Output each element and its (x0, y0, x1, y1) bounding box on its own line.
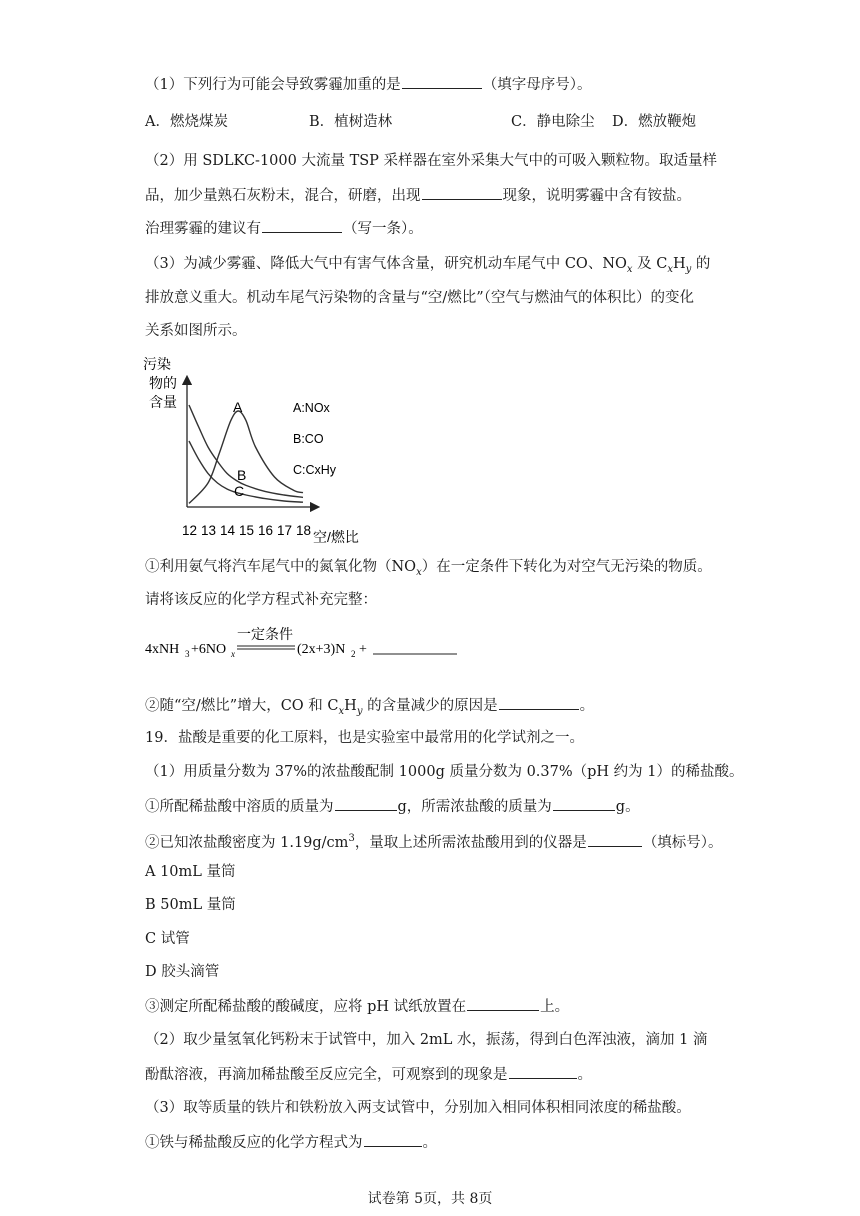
q19-part3: （3）取等质量的铁片和铁粉放入两支试管中，分别加入相同体积相同浓度的稀盐酸。 (145, 1100, 691, 1116)
option-d: D．燃放鞭炮 (612, 114, 697, 130)
option-a: A．燃烧煤炭 (145, 114, 228, 130)
q19-sub2: ②已知浓盐酸密度为 $1.19g/cm^3$，量取上述所需浓盐酸用到的仪器是 （填标号）。 (145, 833, 723, 851)
page-footer: 试卷第 5页，共 8页 (367, 1191, 493, 1207)
q19-part2-line1: （2）取少量氢氧化钙粉末于试管中，加入 2mL 水，振荡，得到白色浑浊液，滴加 1 滴 (145, 1032, 708, 1048)
option-b: B．植树造林 (309, 114, 393, 130)
q18-part3-line2: 排放意义重大。机动车尾气污染物的含量与“空/燃比”（空气与燃油气的体积比）的变化 (145, 290, 694, 306)
equation-plus: + (359, 642, 367, 657)
x-tick-label: 16 (258, 523, 274, 538)
q18-part3-line1: （3）为减少雾霾、降低大气中有害气体含量，研究机动车尾气中 CO、$NO_x$ 及 $C_xH_y$ 的 (145, 256, 711, 275)
equation-rhs: (2x+3)N (297, 642, 346, 657)
equation-condition: 一定条件 (237, 628, 293, 643)
q19-part2-line2: 酚酞溶液，再滴加稀盐酸至反应完全，可观察到的现象是 。 (145, 1064, 592, 1085)
equation-sub-2: 2 (351, 649, 356, 659)
answer-blank[interactable] (467, 996, 539, 1011)
x-tick-label: 13 (201, 523, 217, 538)
x-axis-label: 空/燃比 (313, 529, 359, 545)
q19-option-d: D 胶头滴管 (145, 964, 220, 980)
option-c: C．静电除尘 (511, 114, 595, 130)
q19-option-b: B 50mL 量筒 (145, 897, 236, 913)
legend-co: B:CO (293, 432, 324, 446)
y-axis-label-line-2: 物的 (149, 375, 177, 391)
answer-blank[interactable] (335, 796, 397, 811)
chart-series (189, 405, 303, 503)
q18-sub1-line2: 请将该反应的化学方程式补充完整： (145, 592, 377, 608)
q18-sub1-line1: ①利用氨气将汽车尾气中的氮氧化物$(NO_x)$在一定条件下转化为对空气无污染的物质。 (145, 559, 712, 578)
q18-part2-line1: （2）用 SDLKC-1000 大流量 TSP 采样器在室外采集大气中的可吸入颗粒物。取适量样 (145, 153, 718, 169)
answer-blank[interactable] (588, 832, 642, 847)
q19-title: 19．盐酸是重要的化工原料，也是实验室中最常用的化学试剂之一。 (145, 730, 584, 746)
y-axis-label-line-1: 污染 (143, 356, 171, 372)
q18-sub2: ②随“空/燃比”增大，CO 和 $C_xH_y$ 的含量减少的原因是 。 (145, 695, 594, 722)
x-tick-label: 12 (182, 523, 198, 538)
q19-sub4: ①铁与稀盐酸反应的化学方程式为 。 (145, 1132, 437, 1153)
y-axis-label-line-3: 含量 (149, 394, 177, 410)
answer-blank[interactable] (509, 1064, 577, 1079)
answer-blank[interactable] (364, 1132, 422, 1147)
series-line-a (189, 411, 303, 503)
x-tick-label: 15 (239, 523, 255, 538)
answer-blank[interactable] (553, 796, 615, 811)
q18-part3-line3: 关系如图所示。 (145, 323, 247, 339)
answer-blank[interactable] (402, 74, 482, 89)
equation-sub-3: 3 (185, 649, 190, 659)
series-line-b (189, 405, 303, 497)
answer-blank[interactable] (422, 185, 502, 200)
q18-part2-line2: 品，加少量熟石灰粉末，混合，研磨，出现 现象，说明雾霾中含有铵盐。 (145, 185, 691, 206)
legend-nox: A:NOx (293, 401, 330, 415)
x-tick-label: 17 (277, 523, 293, 538)
q19-sub3: ③测定所配稀盐酸的酸碱度，应将 pH 试纸放置在 上。 (145, 996, 569, 1017)
q19-part1: （1）用质量分数为 37%的浓盐酸配制 1000g 质量分数为 0.37%（pH 约为 1）的稀盐酸。 (145, 764, 744, 780)
q18-part2-line3: 治理雾霾的建议有 （写一条）。 (145, 218, 423, 239)
equation-lhs: 4xNH (145, 642, 180, 657)
x-tick-label: 18 (296, 523, 312, 538)
q19-option-a: A 10mL 量筒 (145, 864, 236, 880)
equation-mid: +6NO (191, 642, 227, 657)
answer-blank[interactable] (262, 218, 342, 233)
curve-label-a: A (233, 399, 243, 415)
x-tick-labels (182, 523, 311, 538)
curve-label-b: B (237, 467, 247, 483)
legend-cxhy: C:CxHy (293, 463, 337, 477)
pollutant-chart-svg (143, 352, 383, 548)
reaction-equation (145, 622, 475, 670)
q18-part1: （1）下列行为可能会导致雾霾加重的是 （填字母序号）。 (145, 74, 591, 95)
q19-sub1: ①所配稀盐酸中溶质的质量为 g，所需浓盐酸的质量为 g。 (145, 796, 640, 817)
x-tick-label: 14 (220, 523, 236, 538)
pollutant-chart (143, 352, 383, 548)
equation-sub-x: x (231, 649, 235, 659)
q19-option-c: C 试管 (145, 931, 190, 947)
answer-blank[interactable] (499, 695, 579, 710)
curve-label-c: C (234, 483, 245, 499)
